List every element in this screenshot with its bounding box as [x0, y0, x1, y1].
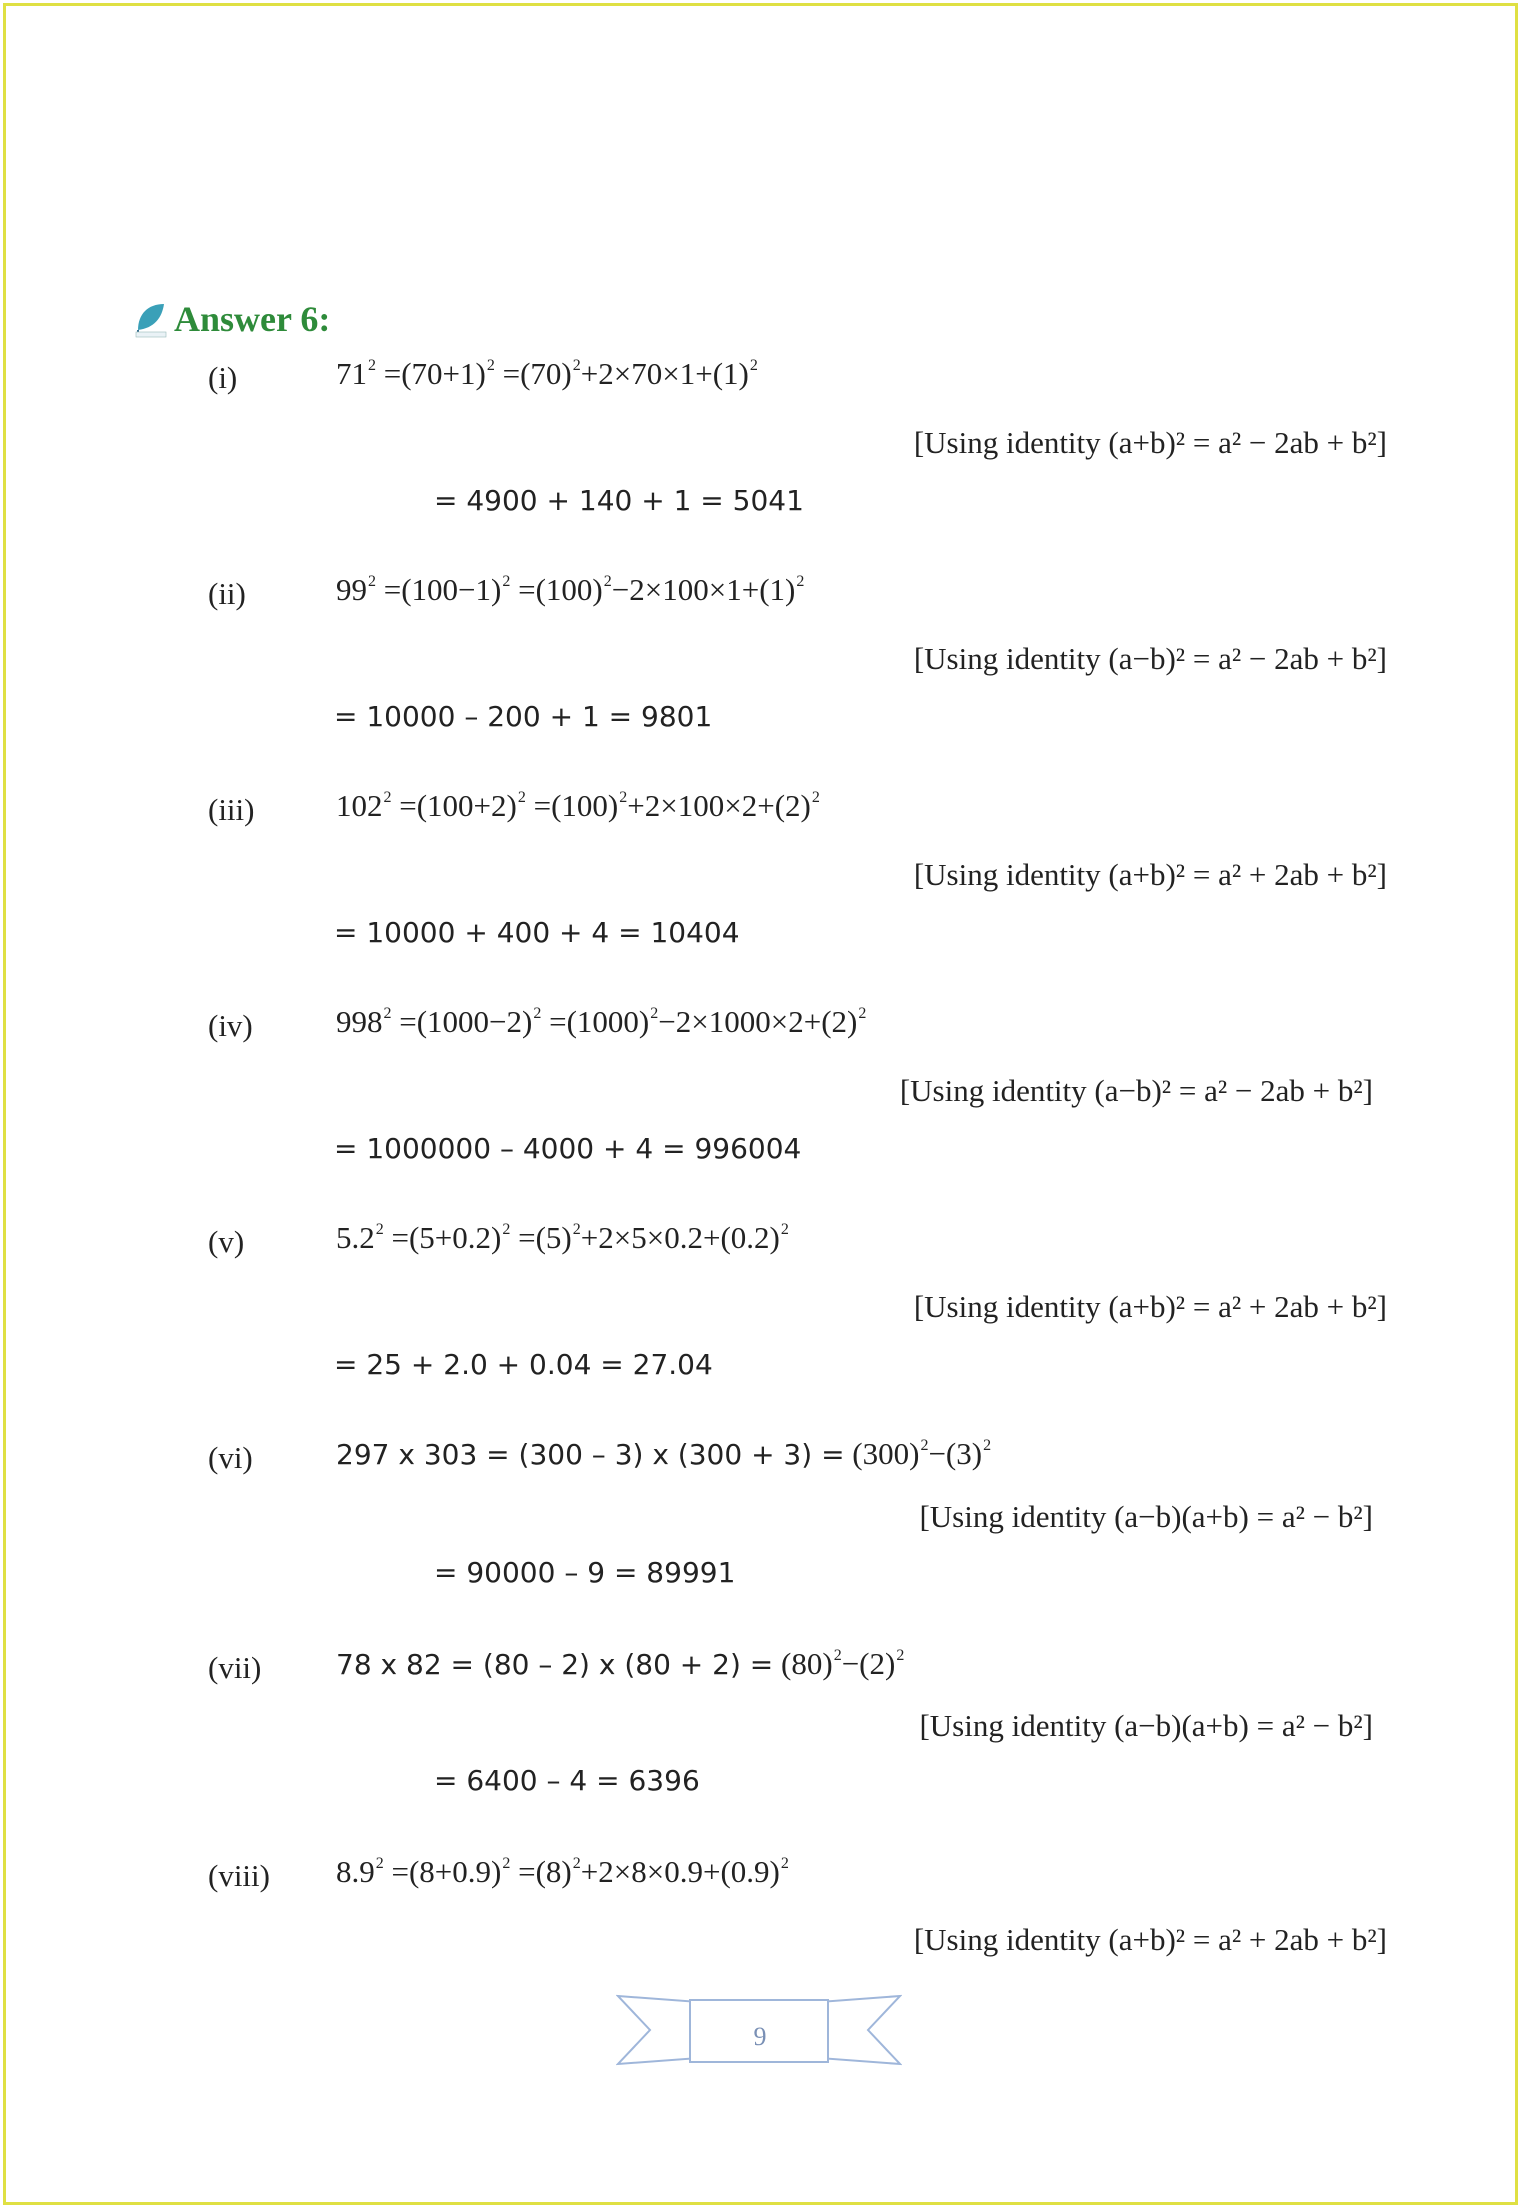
part-label: (v) — [208, 1224, 245, 1259]
part-label: (vii) — [208, 1650, 262, 1685]
equation: $5.2^2 =(5+0.2)^2 =(5)^2+2\times 5\times 0.2+(0.2)^2$ — [336, 1220, 789, 1255]
identity-note: [Using identity (a+b)² = a² − 2ab + b²] — [913, 425, 1387, 460]
equation: $99^2 =(100-1)^2 =(100)^2-2\times 100\times 1+(1)^2$ — [336, 572, 805, 607]
part-label: (ii) — [208, 576, 246, 611]
equation: $998^2 =(1000-2)^2 =(1000)^2-2\times 1000\times 2+(2)^2$ — [336, 1004, 867, 1039]
identity-note: [Using identity (a+b)² = a² + 2ab + b²] — [913, 857, 1387, 892]
result-line: = 6400 – 4 = 6396 — [434, 1764, 700, 1797]
page-number: 9 — [753, 2022, 767, 2051]
equation: $102^2 =(100+2)^2 =(100)^2+2\times 100\times 2+(2)^2$ — [336, 788, 820, 823]
leaf-logo-icon — [134, 300, 168, 338]
result-line: = 90000 – 9 = 89991 — [434, 1556, 736, 1589]
part-label: (vi) — [208, 1440, 253, 1475]
identity-note: [Using identity (a−b)(a+b) = a² − b²] — [919, 1499, 1373, 1534]
answer-heading — [134, 298, 330, 340]
result-line: = 25 + 2.0 + 0.04 = 27.04 — [334, 1348, 713, 1381]
result-line: = 4900 + 140 + 1 = 5041 — [434, 484, 804, 517]
equation: 78 x 82 = (80 – 2) x $(80 + 2) = (80)^2-(2)^2$ — [336, 1646, 905, 1681]
result-line: = 10000 + 400 + 4 = 10404 — [334, 916, 740, 949]
part-label: (iii) — [208, 792, 255, 827]
identity-note: [Using identity (a−b)² = a² − 2ab + b²] — [913, 641, 1387, 676]
part-label: (viii) — [208, 1858, 270, 1893]
equation: 297 x 303 = (300 – 3) x $(300 + 3) = (300)^2-(3)^2$ — [336, 1436, 992, 1471]
identity-note: [Using identity (a+b)² = a² + 2ab + b²] — [913, 1289, 1387, 1324]
equation: $8.9^2 =(8+0.9)^2 =(8)^2+2\times 8\times 0.9+(0.9)^2$ — [336, 1854, 789, 1889]
heading-title: Answer 6: — [174, 299, 331, 339]
part-label: (iv) — [208, 1008, 253, 1043]
part-label: (i) — [208, 360, 238, 395]
equation: $71^2 =(70+1)^2 =(70)^2+2\times 70\times 1+(1)^2$ — [336, 356, 758, 391]
identity-note: [Using identity (a+b)² = a² + 2ab + b²] — [913, 1922, 1387, 1957]
result-line: = 10000 – 200 + 1 = 9801 — [334, 700, 713, 733]
identity-note: [Using identity (a−b)² = a² − 2ab + b²] — [899, 1073, 1373, 1108]
identity-note: [Using identity (a−b)(a+b) = a² − b²] — [919, 1708, 1373, 1743]
result-line: = 1000000 – 4000 + 4 = 996004 — [334, 1132, 802, 1165]
